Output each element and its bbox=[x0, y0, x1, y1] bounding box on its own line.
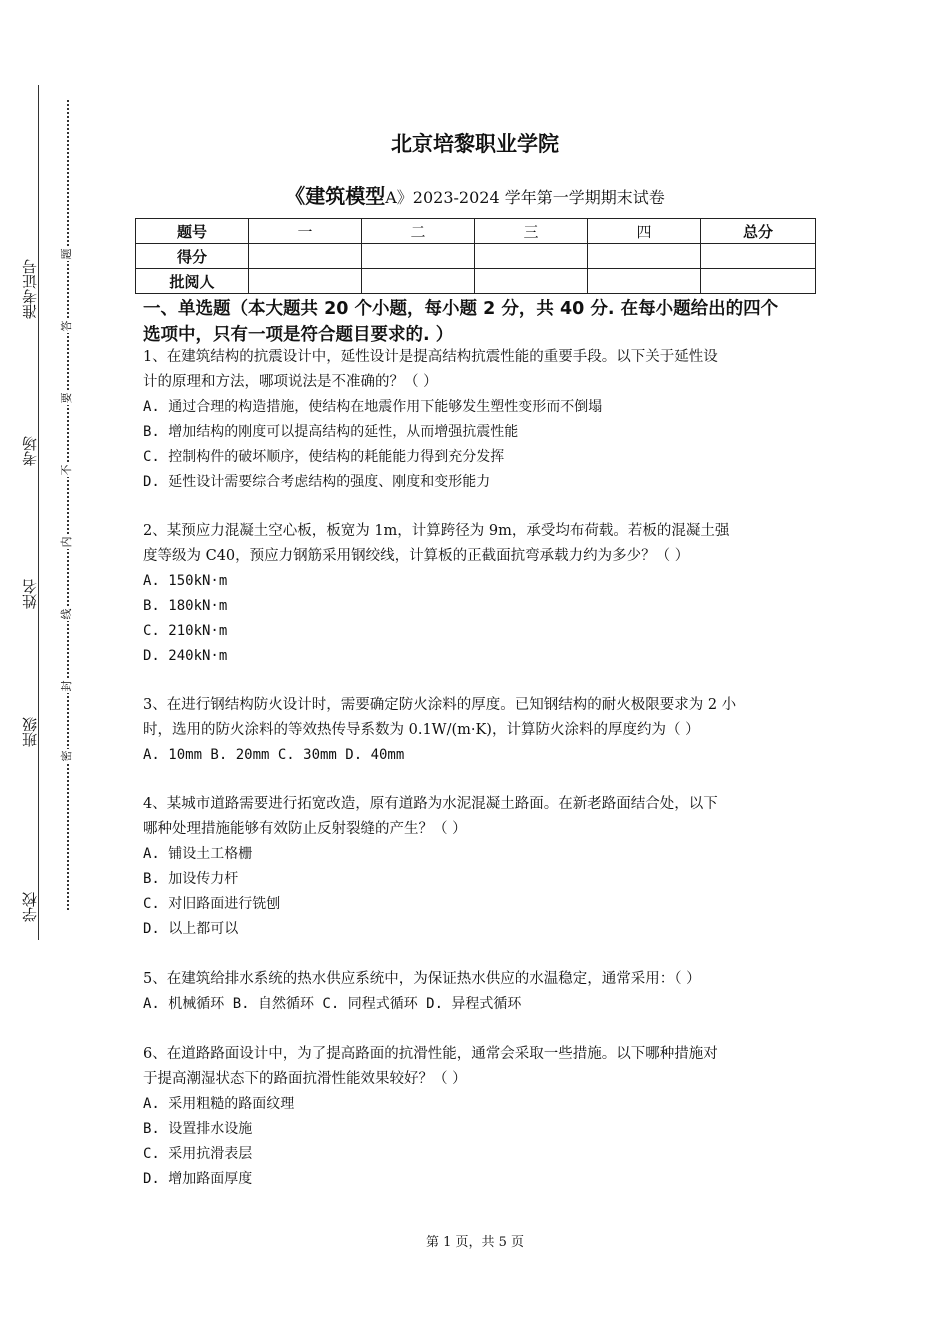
exam-title-course: 《建筑模型 bbox=[285, 184, 386, 208]
question-stem-line: 哪种处理措施能够有效防止反射裂缝的产生？（ ） bbox=[143, 821, 467, 837]
label-exam-number: 准考证号 bbox=[22, 255, 38, 323]
option-d: D. 增加路面厚度 bbox=[143, 1171, 253, 1187]
score-table bbox=[135, 218, 816, 294]
option-b: B. 180kN·m bbox=[143, 598, 228, 614]
col-part-2: 二 bbox=[362, 219, 475, 244]
option-c: C. 对旧路面进行铣刨 bbox=[143, 896, 281, 912]
option-a: A. 铺设土工格栅 bbox=[143, 846, 253, 862]
seal-char: 线 bbox=[60, 608, 73, 620]
section-heading-line: 选项中，只有一项是符合题目要求的. ） bbox=[143, 325, 454, 345]
question-1 bbox=[143, 345, 815, 495]
school-name: 北京培黎职业学院 bbox=[391, 132, 559, 156]
question-stem-line: 6、在道路路面设计中，为了提高路面的抗滑性能，通常会采取一些措施。以下哪种措施对 bbox=[143, 1046, 718, 1062]
col-part-1: 一 bbox=[249, 219, 362, 244]
score-cell bbox=[701, 244, 816, 269]
reviewer-cell bbox=[475, 269, 588, 294]
question-4 bbox=[143, 792, 815, 942]
question-stem-line: 2、某预应力混凝土空心板，板宽为 1m，计算跨径为 9m，承受均布荷载。若板的混凝土强 bbox=[143, 523, 730, 539]
col-total: 总分 bbox=[701, 219, 816, 244]
question-stem-line: 时，选用的防火涂料的等效热传导系数为 0.1W/(m·K)，计算防火涂料的厚度约为（ ） bbox=[143, 722, 700, 738]
section-heading bbox=[143, 296, 823, 348]
option-d: D. 以上都可以 bbox=[143, 921, 239, 937]
reviewer-row bbox=[136, 269, 816, 294]
score-cell bbox=[249, 244, 362, 269]
score-cell bbox=[588, 244, 701, 269]
question-stem-line: 1、在建筑结构的抗震设计中，延性设计是提高结构抗震性能的重要手段。以下关于延性设 bbox=[143, 349, 718, 365]
exam-title bbox=[135, 180, 815, 209]
label-class: 班级 bbox=[22, 713, 38, 751]
row-label-score: 得分 bbox=[136, 244, 249, 269]
question-stem-line: 4、某城市道路需要进行拓宽改造，原有道路为水泥混凝土路面。在新老路面结合处，以下 bbox=[143, 796, 718, 812]
options-inline: A. 机械循环 B. 自然循环 C. 同程式循环 D. 异程式循环 bbox=[143, 996, 522, 1012]
row-label-reviewer: 批阅人 bbox=[136, 269, 249, 294]
question-stem-line: 计的原理和方法，哪项说法是不准确的？（ ） bbox=[143, 374, 438, 390]
option-b: B. 增加结构的刚度可以提高结构的延性，从而增强抗震性能 bbox=[143, 424, 519, 440]
question-stem-line: 于提高潮湿状态下的路面抗滑性能效果较好？（ ） bbox=[143, 1071, 467, 1087]
label-exam-room: 考场 bbox=[22, 432, 38, 470]
question-2 bbox=[143, 519, 815, 669]
option-b: B. 加设传力杆 bbox=[143, 871, 239, 887]
reviewer-cell bbox=[701, 269, 816, 294]
reviewer-cell bbox=[362, 269, 475, 294]
seal-char: 答 bbox=[60, 320, 73, 332]
col-question-number: 题号 bbox=[136, 219, 249, 244]
col-part-3: 三 bbox=[475, 219, 588, 244]
question-stem-line: 度等级为 C40，预应力钢筋采用钢绞线，计算板的正截面抗弯承载力约为多少？（ ） bbox=[143, 548, 690, 564]
option-b: B. 设置排水设施 bbox=[143, 1121, 253, 1137]
score-table-header-row bbox=[136, 219, 816, 244]
page-footer: 第 1 页，共 5 页 bbox=[425, 1235, 525, 1250]
score-cell bbox=[475, 244, 588, 269]
question-stem-line: 3、在进行钢结构防火设计时，需要确定防火涂料的厚度。已知钢结构的耐火极限要求为 2 小 bbox=[143, 697, 737, 713]
option-a: A. 通过合理的构造措施，使结构在地震作用下能够发生塑性变形而不倒塌 bbox=[143, 399, 603, 415]
binding-line bbox=[38, 85, 39, 940]
reviewer-cell bbox=[588, 269, 701, 294]
seal-char: 要 bbox=[60, 392, 73, 404]
options-inline: A. 10mm B. 20mm C. 30mm D. 40mm bbox=[143, 747, 405, 763]
reviewer-cell bbox=[249, 269, 362, 294]
option-a: A. 采用粗糙的路面纹理 bbox=[143, 1096, 295, 1112]
seal-char: 密 bbox=[60, 750, 73, 762]
option-d: D. 延性设计需要综合考虑结构的强度、刚度和变形能力 bbox=[143, 474, 491, 490]
seal-char: 题 bbox=[60, 248, 73, 260]
seal-char: 封 bbox=[60, 680, 73, 692]
score-row bbox=[136, 244, 816, 269]
col-part-4: 四 bbox=[588, 219, 701, 244]
option-a: A. 150kN·m bbox=[143, 573, 228, 589]
option-c: C. 210kN·m bbox=[143, 623, 228, 639]
score-cell bbox=[362, 244, 475, 269]
label-name: 姓名 bbox=[22, 575, 38, 613]
question-3 bbox=[143, 693, 815, 768]
option-c: C. 采用抗滑表层 bbox=[143, 1146, 253, 1162]
question-6 bbox=[143, 1042, 815, 1192]
section-heading-line: 一、单选题（本大题共 20 个小题，每小题 2 分，共 40 分. 在每小题给出的四个 bbox=[143, 299, 779, 319]
exam-title-term: A》2023-2024 学年第一学期期末试卷 bbox=[385, 188, 665, 207]
label-school: 学校 bbox=[22, 888, 38, 926]
seal-dotted-line bbox=[67, 100, 69, 910]
seal-char: 不 bbox=[60, 464, 73, 476]
option-c: C. 控制构件的破坏顺序，使结构的耗能能力得到充分发挥 bbox=[143, 449, 505, 465]
seal-char: 内 bbox=[60, 536, 73, 548]
question-stem-line: 5、在建筑给排水系统的热水供应系统中，为保证热水供应的水温稳定，通常采用：（ ） bbox=[143, 971, 701, 987]
binding-margin bbox=[0, 0, 110, 1344]
question-5 bbox=[143, 967, 815, 1017]
option-d: D. 240kN·m bbox=[143, 648, 228, 664]
